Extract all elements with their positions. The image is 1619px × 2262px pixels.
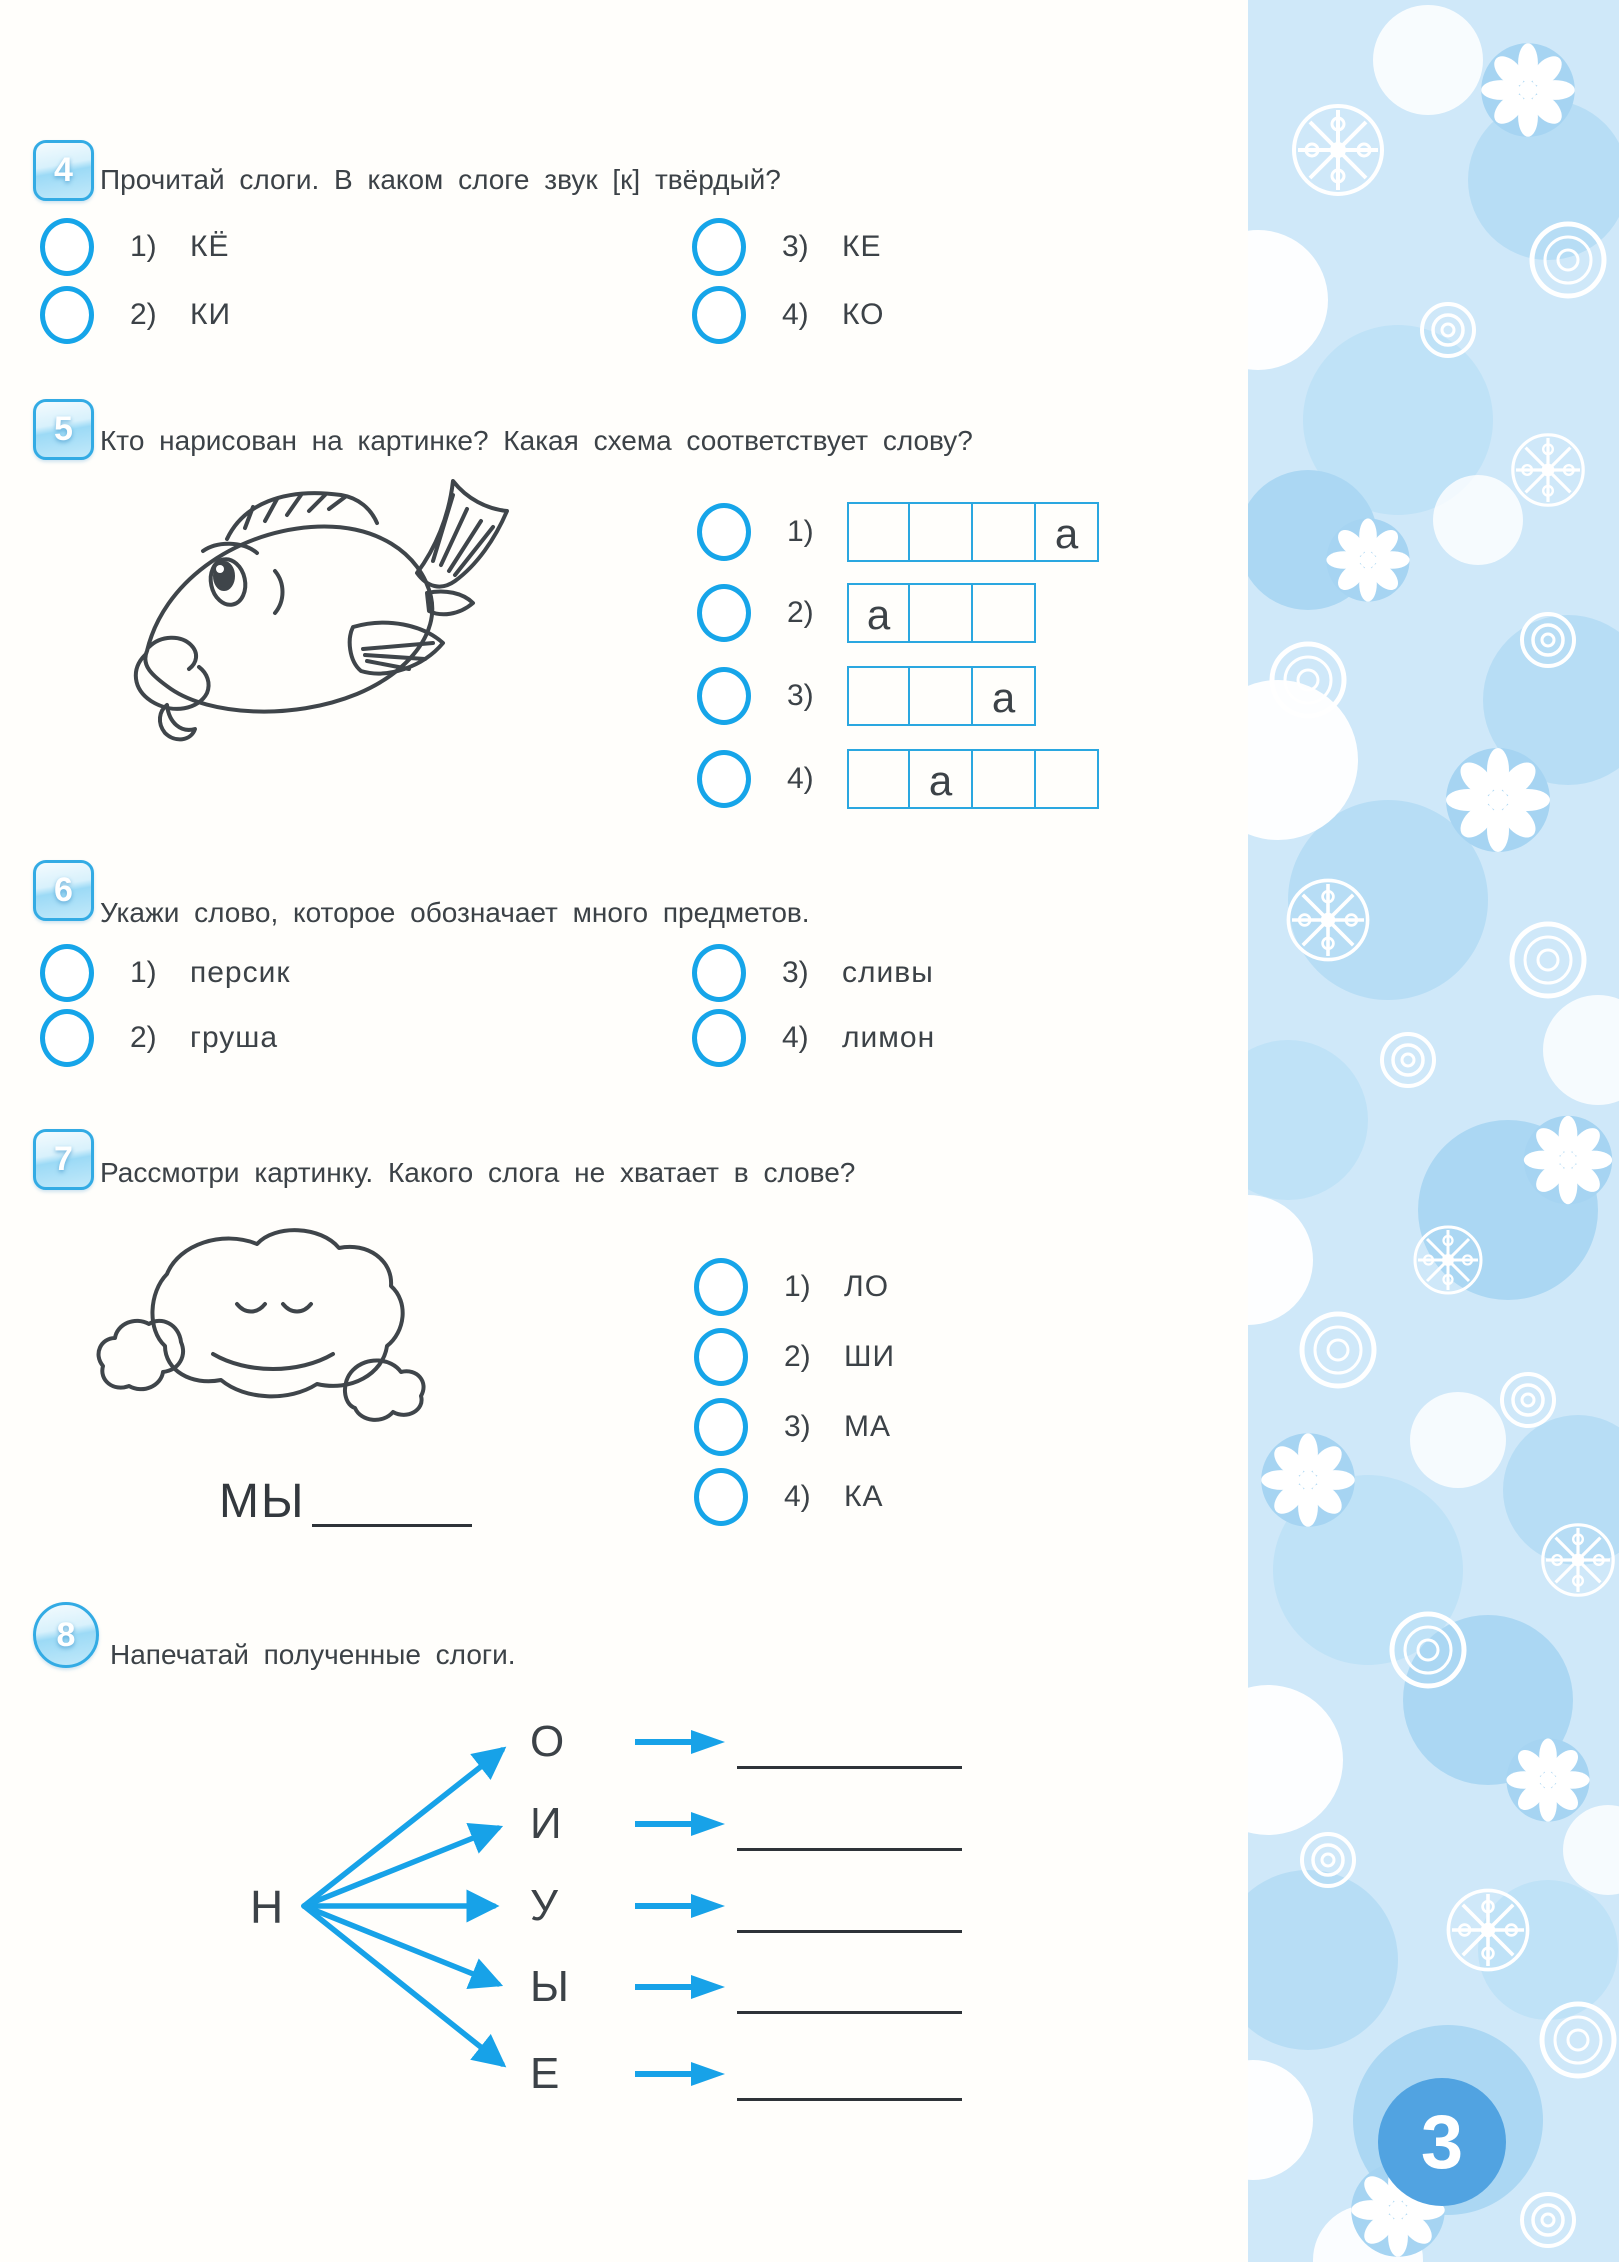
- start-consonant-letter: Н: [250, 1881, 284, 1933]
- vowel-letter: Е: [530, 2049, 560, 2098]
- soap-line-art: [99, 1230, 424, 1420]
- task-5-scheme-option-2: [697, 583, 1036, 643]
- right-arrow-icon: [633, 1973, 728, 2001]
- word-stem-blank[interactable]: [312, 1480, 472, 1527]
- scheme-cell: [910, 583, 973, 643]
- sound-scheme-cells: [847, 666, 1036, 726]
- task-5-number: 5: [54, 410, 73, 448]
- task-7-number: 7: [54, 1140, 73, 1178]
- scheme-cell: [847, 749, 910, 809]
- option-number: 4): [787, 762, 814, 795]
- vowel-letter: И: [530, 1799, 562, 1848]
- option-number: 4): [782, 298, 809, 331]
- option-number: 2): [130, 1021, 157, 1054]
- fish-line-art: [136, 481, 507, 739]
- option-label: груша: [190, 1021, 279, 1054]
- right-arrow-icon: [633, 2060, 728, 2088]
- task-5-question: Кто нарисован на картинке? Какая схема соответствует слову?: [100, 425, 973, 456]
- task-6-option-1: [40, 944, 291, 1002]
- radio-circle-icon[interactable]: [694, 1258, 748, 1316]
- option-label: ШИ: [844, 1340, 896, 1373]
- radio-circle-icon[interactable]: [692, 286, 746, 344]
- task-4-badge: [33, 140, 94, 201]
- option-label: КИ: [190, 298, 232, 331]
- answer-blank[interactable]: [737, 1971, 962, 2014]
- vowel-letter: У: [530, 1881, 558, 1930]
- task-6-badge: [33, 860, 94, 921]
- task-7-badge: [33, 1129, 94, 1190]
- fan-arrows-icon: [296, 1698, 521, 2118]
- task-8-number: 8: [56, 1615, 76, 1654]
- option-label: КЕ: [842, 230, 882, 263]
- radio-circle-icon[interactable]: [692, 218, 746, 276]
- option-number: 1): [130, 230, 157, 263]
- option-number: 4): [782, 1021, 809, 1054]
- soap-picture: [95, 1212, 435, 1442]
- sound-scheme-cells: [847, 749, 1099, 809]
- option-number: 2): [130, 298, 157, 331]
- right-arrow-icon: [633, 1728, 728, 1756]
- option-label: КЁ: [190, 230, 230, 263]
- right-arrow-icon: [633, 1892, 728, 1920]
- vowel-letter: О: [530, 1717, 565, 1766]
- page-number: 3: [1420, 2099, 1464, 2185]
- option-number: 1): [784, 1270, 811, 1303]
- task-8-question: Напечатай полученные слоги.: [110, 1639, 516, 1670]
- option-number: 3): [787, 679, 814, 712]
- scheme-cell: [847, 502, 910, 562]
- task-4-question: Прочитай слоги. В каком слоге звук [к] твёрдый?: [100, 164, 781, 195]
- radio-circle-icon[interactable]: [694, 1328, 748, 1386]
- option-number: 3): [782, 230, 809, 263]
- right-arrow-icon: [633, 1810, 728, 1838]
- task-5-scheme-option-3: [697, 666, 1036, 726]
- radio-circle-icon[interactable]: [697, 667, 751, 725]
- fish-picture: [115, 465, 515, 765]
- option-number: 4): [784, 1480, 811, 1513]
- task-4-option-4: [692, 286, 884, 344]
- scheme-cell: [910, 502, 973, 562]
- page-number-circle: [1378, 2078, 1506, 2206]
- radio-circle-icon[interactable]: [40, 218, 94, 276]
- radio-circle-icon[interactable]: [692, 944, 746, 1002]
- task-5-badge: [33, 399, 94, 460]
- fan-arrow-lines: [304, 1750, 502, 2064]
- task-6-number: 6: [54, 871, 73, 909]
- task-4-number: 4: [54, 151, 73, 189]
- option-label: ЛО: [844, 1270, 890, 1303]
- task-8-badge: [33, 1602, 99, 1668]
- option-label: лимон: [842, 1021, 936, 1054]
- task-6-option-2: [40, 1009, 278, 1067]
- task-7-option-4: [694, 1468, 884, 1526]
- decorative-sidebar-pattern: [1248, 0, 1619, 2262]
- scheme-cell: а: [973, 666, 1036, 726]
- task-5-scheme-option-1: [697, 502, 1099, 562]
- option-number: 1): [787, 515, 814, 548]
- radio-circle-icon[interactable]: [40, 944, 94, 1002]
- radio-circle-icon[interactable]: [40, 286, 94, 344]
- option-number: 2): [784, 1340, 811, 1373]
- answer-blank[interactable]: [737, 1726, 962, 1769]
- option-label: МА: [844, 1410, 891, 1443]
- sound-scheme-cells: [847, 583, 1036, 643]
- radio-circle-icon[interactable]: [40, 1009, 94, 1067]
- task-7-option-1: [694, 1258, 889, 1316]
- task-7-option-3: [694, 1398, 891, 1456]
- task-6-question: Укажи слово, которое обозначает много предметов.: [100, 897, 810, 928]
- scheme-cell: а: [910, 749, 973, 809]
- word-stem: МЫ: [219, 1475, 306, 1528]
- scheme-cell: [973, 502, 1036, 562]
- option-label: КА: [844, 1480, 884, 1513]
- radio-circle-icon[interactable]: [692, 1009, 746, 1067]
- scheme-cell: [1036, 749, 1099, 809]
- option-number: 1): [130, 956, 157, 989]
- task-6-option-4: [692, 1009, 935, 1067]
- vowel-letter: Ы: [530, 1962, 569, 2011]
- sound-scheme-cells: [847, 502, 1099, 562]
- radio-circle-icon[interactable]: [694, 1468, 748, 1526]
- radio-circle-icon[interactable]: [694, 1398, 748, 1456]
- task-7-question: Рассмотри картинку. Какого слога не хватает в слове?: [100, 1157, 856, 1188]
- scheme-cell: [910, 666, 973, 726]
- radio-circle-icon[interactable]: [697, 584, 751, 642]
- answer-blank[interactable]: [737, 1890, 962, 1933]
- option-label: КО: [842, 298, 885, 331]
- task-4-option-1: [40, 218, 230, 276]
- scheme-cell: [973, 749, 1036, 809]
- task-4-option-2: [40, 286, 231, 344]
- option-number: 3): [782, 956, 809, 989]
- scheme-cell: а: [1036, 502, 1099, 562]
- answer-blank[interactable]: [737, 2058, 962, 2101]
- scheme-cell: [973, 583, 1036, 643]
- scheme-cell: [847, 666, 910, 726]
- task-4-option-3: [692, 218, 882, 276]
- answer-blank[interactable]: [737, 1808, 962, 1851]
- option-number: 2): [787, 596, 814, 629]
- task-7-option-2: [694, 1328, 895, 1386]
- option-number: 3): [784, 1410, 811, 1443]
- option-label: сливы: [842, 956, 934, 989]
- task-5-scheme-option-4: [697, 749, 1099, 809]
- task-6-option-3: [692, 944, 934, 1002]
- scheme-cell: а: [847, 583, 910, 643]
- radio-circle-icon[interactable]: [697, 750, 751, 808]
- radio-circle-icon[interactable]: [697, 503, 751, 561]
- option-label: персик: [190, 956, 291, 989]
